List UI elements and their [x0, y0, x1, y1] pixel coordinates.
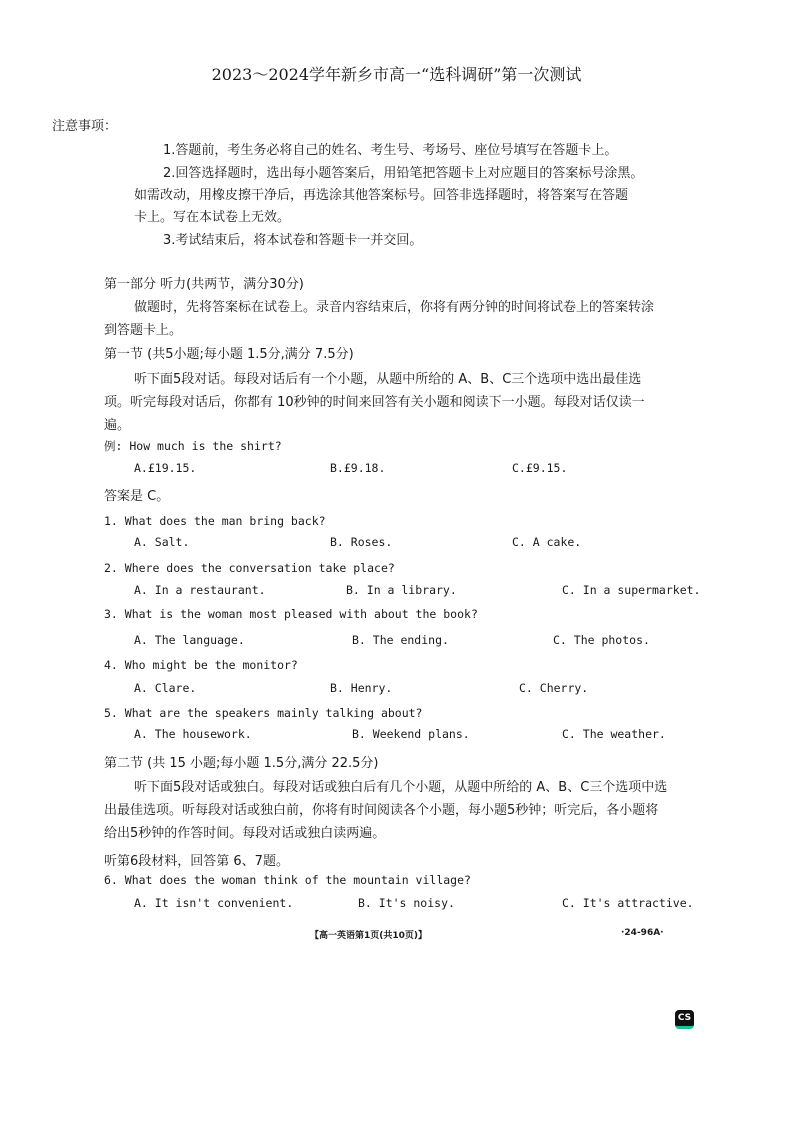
- question-5: 5. What are the speakers mainly talking about?: [104, 706, 423, 720]
- example-answer: 答案是 C。: [104, 489, 170, 504]
- question-6: 6. What does the woman think of the mountain village?: [104, 873, 471, 887]
- section1-intro-1: 听下面5段对话。每段对话后有一个小题，从题中所给的 A、B、C三个选项中选出最佳选: [134, 372, 642, 387]
- example-option-c: C.£9.15.: [512, 461, 568, 475]
- notice-line-4: 卡上。写在本试卷上无效。: [134, 210, 291, 225]
- camscanner-logo-icon: CS: [675, 1010, 694, 1029]
- question-2-option-c: C. In a supermarket.: [562, 583, 701, 597]
- page-title: 2023～2024学年新乡市高一“选科调研”第一次测试: [211, 65, 582, 84]
- material-6-heading: 听第6段材料，回答第 6、7题。: [104, 854, 289, 869]
- question-6-option-a: A. It isn't convenient.: [134, 896, 294, 910]
- question-6-option-b: B. It's noisy.: [358, 896, 455, 910]
- section2-heading: 第二节 (共 15 小题;每小题 1.5分,满分 22.5分): [104, 756, 379, 771]
- question-2-option-a: A. In a restaurant.: [134, 583, 266, 597]
- question-1-option-b: B. Roses.: [330, 535, 393, 549]
- question-4-option-c: C. Cherry.: [519, 681, 589, 695]
- section1-intro-2: 项。听完每段对话后，你都有 10秒钟的时间来回答有关小题和阅读下一小题。每段对话仅读一: [104, 395, 645, 410]
- question-6-option-c: C. It's attractive.: [562, 896, 694, 910]
- question-3: 3. What is the woman most pleased with about the book?: [104, 607, 478, 621]
- notice-heading: 注意事项：: [52, 119, 118, 134]
- footer-page-info: 【高一英语第1页(共10页)】: [310, 931, 428, 941]
- question-4-option-a: A. Clare.: [134, 681, 197, 695]
- example-option-b: B.£9.18.: [330, 461, 386, 475]
- question-2: 2. Where does the conversation take place?: [104, 561, 395, 575]
- notice-line-1: 1.答题前，考生务必将自己的姓名、考生号、考场号、座位号填写在答题卡上。: [163, 143, 618, 158]
- section2-intro-3: 给出5秒钟的作答时间。每段对话或独白读两遍。: [104, 826, 386, 841]
- question-5-option-a: A. The housework.: [134, 727, 252, 741]
- question-5-option-b: B. Weekend plans.: [352, 727, 470, 741]
- notice-line-5: 3.考试结束后，将本试卷和答题卡一并交回。: [163, 233, 423, 248]
- section2-intro-1: 听下面5段对话或独白。每段对话或独白后有几个小题，从题中所给的 A、B、C三个选项中选: [134, 780, 668, 795]
- section1-intro-3: 遍。: [104, 418, 131, 433]
- part1-heading: 第一部分 听力(共两节，满分30分): [104, 277, 304, 292]
- section2-intro-2: 出最佳选项。听每段对话或独白前，你将有时间阅读各个小题，每小题5秒钟；听完后，各小题将: [104, 803, 659, 818]
- question-1: 1. What does the man bring back?: [104, 514, 326, 528]
- question-3-option-a: A. The language.: [134, 633, 245, 647]
- notice-line-3: 如需改动，用橡皮擦干净后，再选涂其他答案标号。回答非选择题时，将答案写在答题: [134, 188, 629, 203]
- question-5-option-c: C. The weather.: [562, 727, 666, 741]
- footer-code: ·24-96A·: [621, 928, 664, 938]
- part1-intro-1: 做题时，先将答案标在试卷上。录音内容结束后，你将有两分钟的时间将试卷上的答案转涂: [134, 300, 655, 315]
- question-2-option-b: B. In a library.: [346, 583, 457, 597]
- question-1-option-c: C. A cake.: [512, 535, 582, 549]
- question-4-option-b: B. Henry.: [330, 681, 393, 695]
- example-question: 例: How much is the shirt?: [104, 439, 282, 453]
- question-3-option-c: C. The photos.: [553, 633, 650, 647]
- notice-line-2: 2.回答选择题时，选出每小题答案后，用铅笔把答题卡上对应题目的答案标号涂黑。: [163, 166, 644, 181]
- section1-heading: 第一节 (共5小题;每小题 1.5分,满分 7.5分): [104, 347, 354, 362]
- part1-intro-2: 到答题卡上。: [104, 323, 183, 338]
- question-1-option-a: A. Salt.: [134, 535, 190, 549]
- question-3-option-b: B. The ending.: [352, 633, 449, 647]
- question-4: 4. Who might be the monitor?: [104, 658, 298, 672]
- example-option-a: A.£19.15.: [134, 461, 197, 475]
